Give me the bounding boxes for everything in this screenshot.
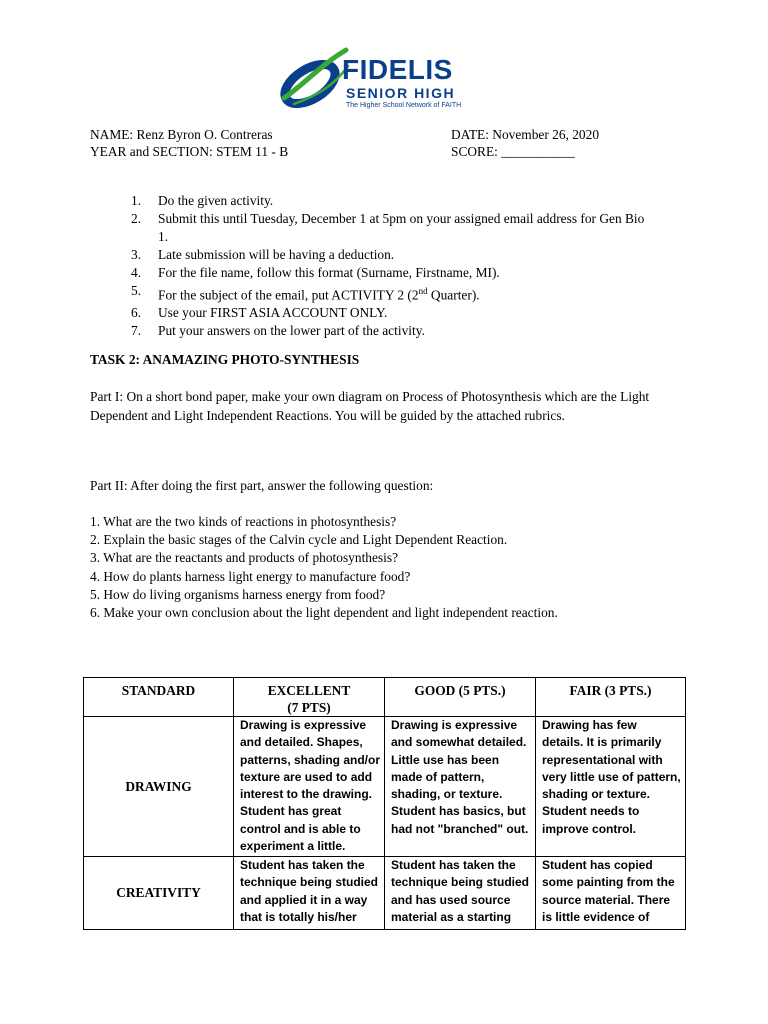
rubric-header-row: [84, 678, 686, 717]
question-item: 4. How do plants harness light energy to manufacture food?: [90, 568, 411, 584]
question-item: 1. What are the two kinds of reactions in photosynthesis?: [90, 514, 397, 529]
header-good: GOOD (5 PTS.): [385, 678, 536, 717]
standard-drawing: DRAWING: [84, 717, 234, 857]
fidelis-emblem-icon: [276, 46, 350, 118]
school-logo: [276, 46, 466, 118]
logo-subtitle: SENIOR HIGH: [346, 85, 456, 101]
task-title: TASK 2: ANAMAZING PHOTO-SYNTHESIS: [90, 352, 360, 367]
creativity-excellent: Student has taken the technique being studied and applied it in a way that is totally his/her: [234, 857, 385, 930]
instruction-item: 4. For the file name, follow this format (Surname, Firstname, MI).: [131, 265, 500, 280]
score-field: SCORE: ___________: [451, 144, 575, 159]
instruction-item: 1. Do the given activity.: [131, 193, 274, 208]
instruction-item: 3. Late submission will be having a deduction.: [131, 247, 395, 262]
question-list: [90, 513, 558, 622]
instruction-item: 5. For the subject of the email, put ACTIVITY 2 (2nd Quarter).: [131, 283, 480, 303]
standard-creativity: CREATIVITY: [84, 857, 234, 930]
logo-tagline: The Higher School Network of FAITH: [346, 102, 462, 109]
instruction-item: 2. Submit this until Tuesday, December 1 at 5pm on your assigned email address for Gen Bio 1.: [131, 211, 645, 244]
drawing-excellent: Drawing is expressive and detailed. Shapes, patterns, shading and/or texture are used to add interest to the drawing. Student has great control and is able to experiment a little.: [234, 717, 385, 857]
creativity-good: Student has taken the technique being studied and has used source material as a starting: [385, 857, 536, 930]
header-excellent: EXCELLENT (7 PTS): [234, 678, 385, 717]
drawing-good: Drawing is expressive and somewhat detailed. Little use has been made of pattern, shading, or texture. Student has basics, but had not "branched" out.: [385, 717, 536, 857]
header-standard: STANDARD: [84, 678, 234, 717]
part-two-text: Part II: After doing the first part, answer the following question:: [90, 478, 434, 493]
question-item: 6. Make your own conclusion about the light dependent and light independent reaction.: [90, 605, 558, 621]
year-section: YEAR and SECTION: STEM 11 - B: [90, 144, 289, 159]
instruction-item: 6. Use your FIRST ASIA ACCOUNT ONLY.: [131, 305, 388, 321]
question-item: 3. What are the reactants and products of photosynthesis?: [90, 550, 399, 566]
creativity-fair: Student has copied some painting from the source material. There is little evidence of: [536, 857, 686, 930]
rubric-table: [83, 677, 686, 930]
instruction-item: 7. Put your answers on the lower part of the activity.: [131, 323, 425, 339]
date-field: DATE: November 26, 2020: [451, 127, 600, 142]
question-item: 5. How do living organisms harness energy from food?: [90, 586, 386, 602]
instruction-list: [131, 192, 651, 340]
header-fair: FAIR (3 PTS.): [536, 678, 686, 717]
question-item: 2. Explain the basic stages of the Calvin cycle and Light Dependent Reaction.: [90, 532, 508, 548]
logo-school-name: FIDELIS: [342, 54, 453, 85]
rubric-row-drawing: [84, 717, 686, 857]
rubric-row-creativity: [84, 857, 686, 930]
student-name: NAME: Renz Byron O. Contreras: [90, 127, 273, 142]
drawing-fair: Drawing has few details. It is primarily representational with very little use of pattern, shading or texture. Student needs to improve control.: [536, 717, 686, 857]
part-one-text: Part I: On a short bond paper, make your own diagram on Process of Photosynthesis which are the Light Dependent and Light Independent Reactions. You will be guided by the attached rubrics.: [90, 389, 650, 423]
